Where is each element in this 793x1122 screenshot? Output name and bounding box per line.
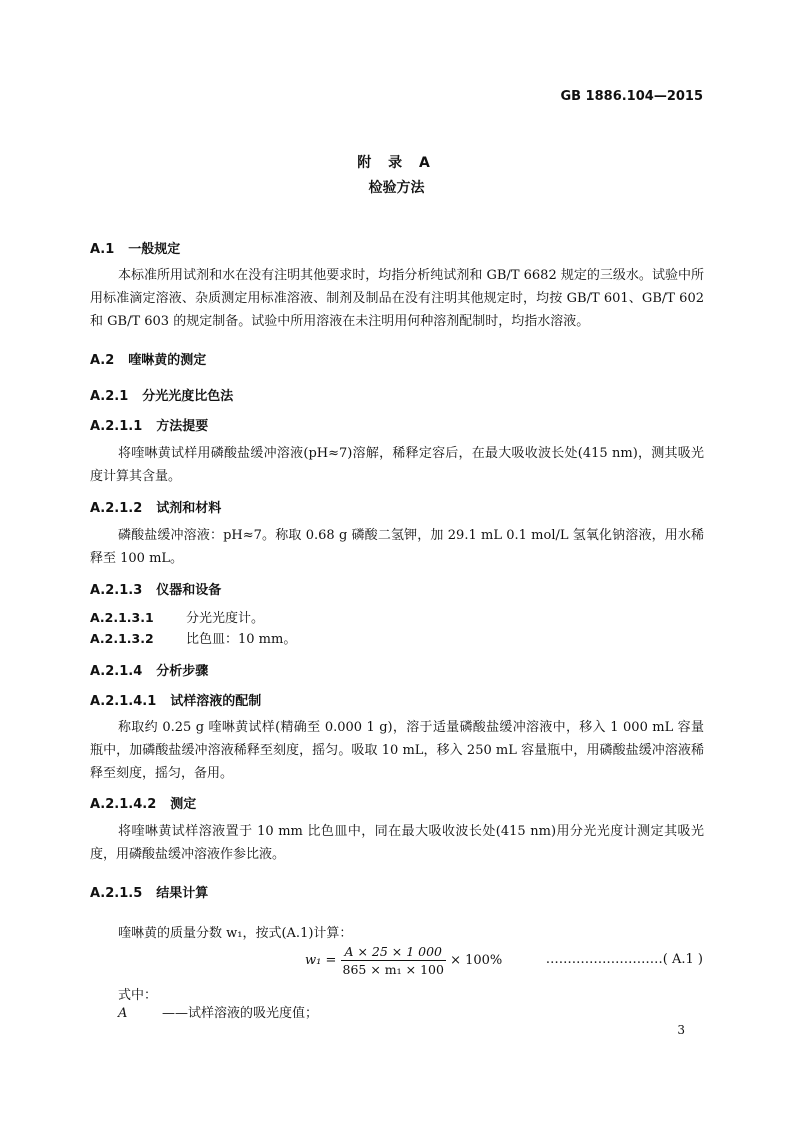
section-a211-paragraph: 将喹啉黄试样用磷酸盐缓冲溶液(pH≈7)溶解，稀释定容后，在最大吸收波长处(415 nm)，测其吸光度计算其含量。 xyxy=(90,446,704,484)
item-number: A.2.1.3.2 xyxy=(90,631,154,646)
equipment-item-1 xyxy=(90,607,264,626)
section-title: 结果计算 xyxy=(156,886,209,901)
where-label: 式中： xyxy=(118,988,158,1003)
section-title: 分光光度比色法 xyxy=(142,389,234,404)
symbol: A xyxy=(118,1006,128,1021)
formula-label: ………………………( A.1 ) xyxy=(545,952,703,967)
section-a21-heading xyxy=(90,385,233,404)
section-title: 方法提要 xyxy=(156,419,209,434)
formula-a1 xyxy=(305,944,502,977)
section-a1-heading xyxy=(90,238,180,257)
section-title: 分析步骤 xyxy=(156,664,209,679)
section-number: A.2 xyxy=(90,353,115,368)
section-number: A.2.1.1 xyxy=(90,419,143,434)
section-a2-heading xyxy=(90,349,206,368)
section-number: A.2.1.4.1 xyxy=(90,694,157,709)
formula-lhs: w₁ = xyxy=(305,953,337,968)
section-number: A.2.1 xyxy=(90,389,129,404)
section-a2142-heading xyxy=(90,793,196,812)
section-title: 试剂和材料 xyxy=(156,501,222,516)
section-title: 喹啉黄的测定 xyxy=(128,353,207,368)
section-title: 仪器和设备 xyxy=(156,583,222,598)
section-a211-heading xyxy=(90,415,208,434)
formula-fraction xyxy=(341,944,446,977)
section-a2141-paragraph: 称取约 0.25 g 喹啉黄试样(精确至 0.000 1 g)，溶于适量磷酸盐缓冲溶液中，移入 1 000 mL 容量瓶中，加磷酸盐缓冲溶液稀释至刻度，摇匀。吸取 10 mL，移入 250 mL 容量瓶中，用磷酸盐缓冲溶液稀释至刻度，摇匀，备用。 xyxy=(90,720,704,781)
section-number: A.2.1.2 xyxy=(90,501,143,516)
item-text: 比色皿：10 mm。 xyxy=(186,632,297,647)
appendix-label: 附 录 A xyxy=(357,155,436,171)
section-a213-heading xyxy=(90,579,221,598)
where-item-a xyxy=(118,1002,318,1021)
formula-tail: × 100% xyxy=(450,953,503,968)
section-number: A.2.1.5 xyxy=(90,886,143,901)
page-number: 3 xyxy=(677,1023,685,1037)
section-number: A.2.1.3 xyxy=(90,583,143,598)
section-a2141-heading xyxy=(90,690,261,709)
section-title: 一般规定 xyxy=(128,242,181,257)
formula-denominator: 865 × m₁ × 100 xyxy=(342,962,444,977)
section-number: A.2.1.4.2 xyxy=(90,797,157,812)
section-a1-paragraph: 本标准所用试剂和水在没有注明其他要求时，均指分析纯试剂和 GB/T 6682 规定的三级水。试验中所用标准滴定溶液、杂质测定用标准溶液、制剂及制品在没有注明其他规定时，均按 GB/T 601、GB/T 602和 GB/T 603 的规定制备。试验中所用溶液在未注明用何种溶剂配制时，均指水溶液。 xyxy=(90,268,704,329)
equipment-item-2 xyxy=(90,628,296,647)
section-title: 试样溶液的配制 xyxy=(170,694,262,709)
section-title: 测定 xyxy=(170,797,197,812)
item-text: 分光光度计。 xyxy=(186,611,265,626)
section-a215-heading xyxy=(90,882,208,901)
section-a214-heading xyxy=(90,660,208,679)
formula-numerator: A × 25 × 1 000 xyxy=(341,944,446,961)
section-a2142-paragraph: 将喹啉黄试样溶液置于 10 mm 比色皿中，同在最大吸收波长处(415 nm)用分光光度计测定其吸光度，用磷酸盐缓冲溶液作参比液。 xyxy=(90,824,704,862)
section-a212-heading xyxy=(90,497,221,516)
appendix-title: 检验方法 xyxy=(368,180,425,196)
section-a212-paragraph: 磷酸盐缓冲溶液：pH≈7。称取 0.68 g 磷酸二氢钾，加 29.1 mL 0.1 mol/L 氢氧化钠溶液，用水稀释至 100 mL。 xyxy=(90,528,704,566)
section-number: A.2.1.4 xyxy=(90,664,143,679)
item-number: A.2.1.3.1 xyxy=(90,610,154,625)
symbol-description: ——试样溶液的吸光度值； xyxy=(162,1006,319,1021)
formula-intro: 喹啉黄的质量分数 w₁，按式(A.1)计算： xyxy=(118,926,353,941)
section-number: A.1 xyxy=(90,242,115,257)
standard-number: GB 1886.104—2015 xyxy=(560,89,703,104)
